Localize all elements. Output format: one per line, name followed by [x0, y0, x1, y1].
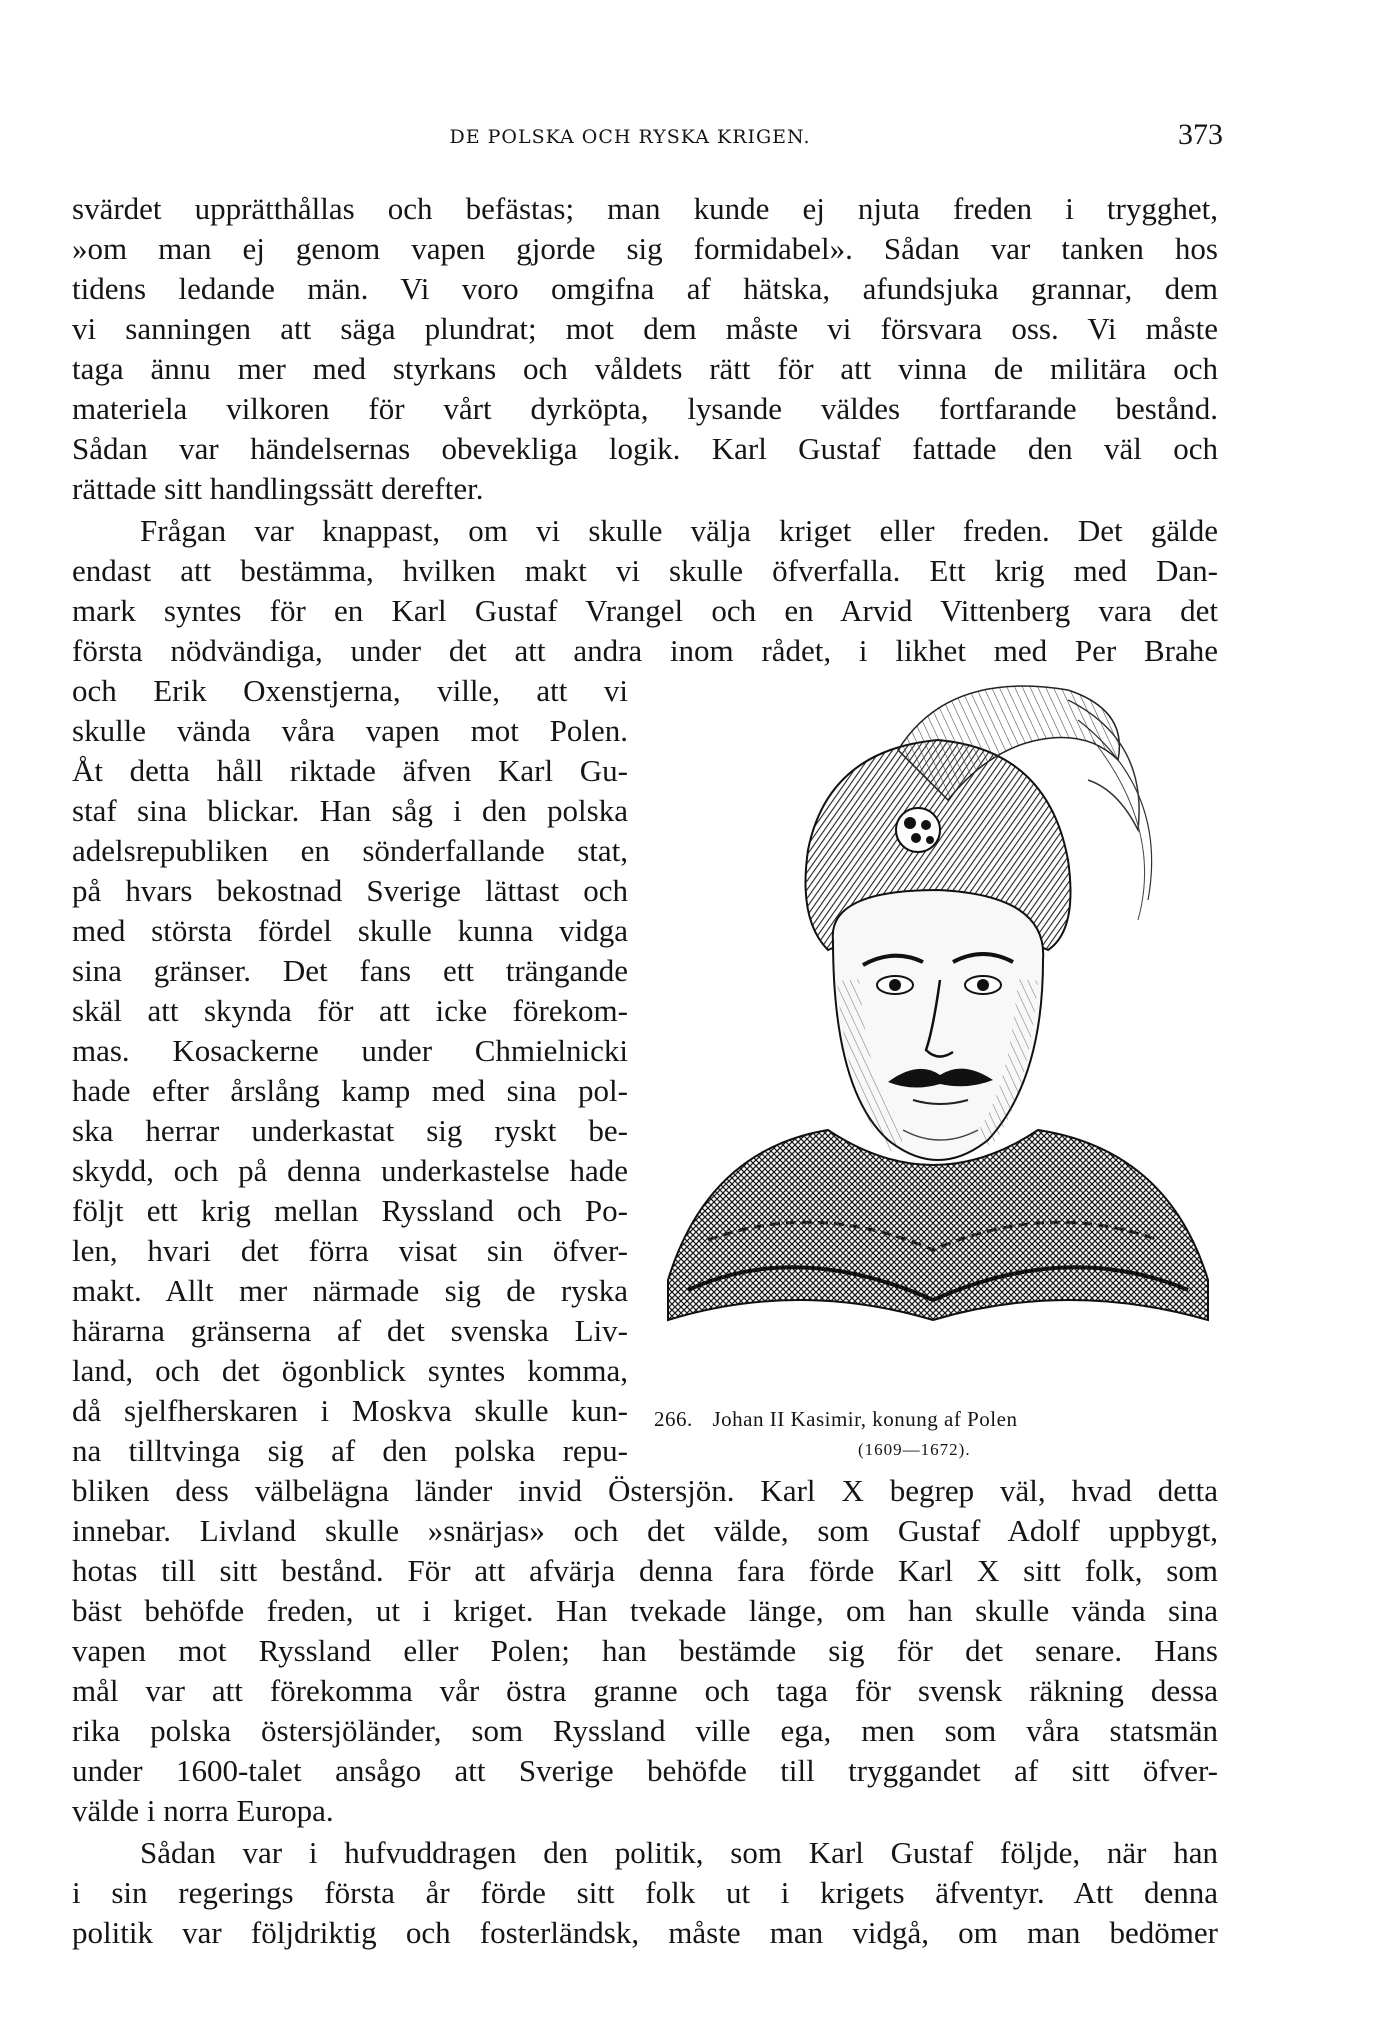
text-line: politik var följdriktig och fosterländsk, måste man vidgå, om man bedömer [72, 1915, 1218, 1950]
text-line: Frågan var knappast, om vi skulle välja kriget eller freden. Det gälde [140, 513, 1218, 548]
text-line: Åt detta håll riktade äfven Karl Gu- [72, 753, 628, 788]
figure-number: 266. [654, 1407, 693, 1431]
text-line: med största fördel skulle kunna vidga [72, 913, 628, 948]
text-line: »om man ej genom vapen gjorde sig formidabel». Sådan var tanken hos [72, 231, 1218, 266]
text-line: ska herrar underkastat sig ryskt be- [72, 1113, 628, 1148]
text-line: makt. Allt mer närmade sig de ryska [72, 1273, 628, 1308]
text-line: hotas till sitt bestånd. För att afvärja denna fara förde Karl X sitt folk, som [72, 1553, 1218, 1588]
text-line: mål var att förekomma vår östra granne och taga för svensk räkning dessa [72, 1673, 1218, 1708]
text-line: materiela vilkoren för vårt dyrköpta, lysande väldes fortfarande bestånd. [72, 391, 1218, 426]
text-line: taga ännu mer med styrkans och våldets rätt för att vinna de militära och [72, 351, 1218, 386]
text-line: första nödvändiga, under det att andra inom rådet, i likhet med Per Brahe [72, 633, 1218, 668]
text-line: och Erik Oxenstjerna, ville, att vi [72, 673, 628, 708]
text-line: vi sanningen att säga plundrat; mot dem måste vi försvara oss. Vi måste [72, 311, 1218, 346]
text-line: na tilltvinga sig af den polska repu- [72, 1433, 628, 1468]
text-line: sina gränser. Det fans ett trängande [72, 953, 628, 988]
text-line: skäl att skynda för att icke förekom- [72, 993, 628, 1028]
text-line: på hvars bekostnad Sverige lättast och [72, 873, 628, 908]
text-line: staf sina blickar. Han såg i den polska [72, 793, 628, 828]
text-line: innebar. Livland skulle »snärjas» och det välde, som Gustaf Adolf uppbygt, [72, 1513, 1218, 1548]
text-line: mark syntes för en Karl Gustaf Vrangel och en Arvid Vittenberg vara det [72, 593, 1218, 628]
text-line: i sin regerings första år förde sitt folk ut i krigets äfventyr. Att denna [72, 1875, 1218, 1910]
figure-dates: (1609—1672). [858, 1440, 971, 1459]
text-line: endast att bestämma, hvilken makt vi skulle öfverfalla. Ett krig med Dan- [72, 553, 1218, 588]
text-line: Sådan var i hufvuddragen den politik, som Karl Gustaf följde, när han [140, 1835, 1218, 1870]
text-line: välde i norra Europa. [72, 1793, 334, 1828]
text-line: svärdet upprätthållas och befästas; man kunde ej njuta freden i trygghet, [72, 191, 1218, 226]
text-line: tidens ledande män. Vi voro omgifna af hätska, afundsjuka grannar, dem [72, 271, 1218, 306]
figure-caption [654, 1407, 1220, 1432]
text-line: härarna gränserna af det svenska Liv- [72, 1313, 628, 1348]
text-line: skydd, och på denna underkastelse hade [72, 1153, 628, 1188]
text-line: under 1600-talet ansågo att Sverige behöfde till tryggandet af sitt öfver- [72, 1753, 1218, 1788]
text-line: Sådan var händelsernas obevekliga logik. Karl Gustaf fattade den väl och [72, 431, 1218, 466]
page-number: 373 [1178, 118, 1223, 151]
text-line: land, och det ögonblick syntes komma, [72, 1353, 628, 1388]
text-line: rättade sitt handlingssätt derefter. [72, 471, 484, 506]
text-line: mas. Kosackerne under Chmielnicki [72, 1033, 628, 1068]
text-line: bliken dess välbelägna länder invid Östersjön. Karl X begrep väl, hvad detta [72, 1473, 1218, 1508]
text-line: adelsrepubliken en sönderfallande stat, [72, 833, 628, 868]
text-line: skulle vända våra vapen mot Polen. [72, 713, 628, 748]
text-line: då sjelfherskaren i Moskva skulle kun- [72, 1393, 628, 1428]
text-line: bäst behöfde freden, ut i kriget. Han tvekade länge, om han skulle vända sina [72, 1593, 1218, 1628]
text-line: len, hvari det förra visat sin öfver- [72, 1233, 628, 1268]
figure-caption-text: Johan II Kasimir, konung af Polen [712, 1407, 1018, 1431]
text-line: rika polska östersjöländer, som Ryssland ville ega, men som våra statsmän [72, 1713, 1218, 1748]
portrait-engraving [648, 680, 1218, 1360]
text-line: vapen mot Ryssland eller Polen; han bestämde sig för det senare. Hans [72, 1633, 1218, 1668]
text-line: följt ett krig mellan Ryssland och Po- [72, 1193, 628, 1228]
running-title: DE POLSKA OCH RYSKA KRIGEN. [449, 126, 811, 148]
text-line: hade efter årslång kamp med sina pol- [72, 1073, 628, 1108]
